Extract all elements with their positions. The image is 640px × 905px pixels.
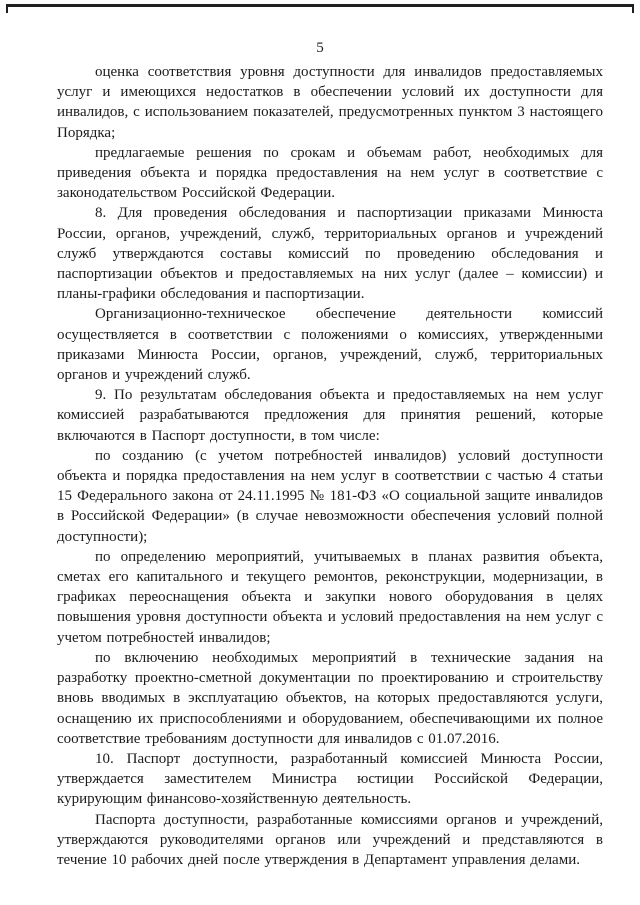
- paragraph: по созданию (с учетом потребностей инвалидов) условий доступности объекта и порядка предоставления на нем услуг в соответствии с частью 4 статьи 15 Федерального закона от 24.11.1995 № 181-ФЗ «О социальной защите инвалидов в Российской Федерации» (в случае невозможности обеспечения условий полной доступности);: [57, 447, 603, 545]
- scan-border-top: [6, 4, 634, 7]
- page-number: 5: [316, 40, 324, 56]
- paragraph: 10. Паспорт доступности, разработанный комиссией Минюста России, утверждается заместителем Министра юстиции Российской Федерации, курирующим финансово-хозяйственную деятельность.: [57, 750, 603, 808]
- paragraph: по определению мероприятий, учитываемых в планах развития объекта, сметах его капитального и текущего ремонтов, реконструкции, модернизации, в графиках переоснащения объекта и закупки нового оборудования в целях повышения уровня доступности объекта и условий предоставления на нем услуг с учетом потребностей инвалидов;: [57, 548, 603, 646]
- paragraph: 9. По результатам обследования объекта и предоставляемых на нем услуг комиссией разрабатываются предложения для принятия решений, которые включаются в Паспорт доступности, в том числе:: [57, 387, 603, 444]
- document-body: [57, 62, 603, 870]
- paragraph: Организационно-техническое обеспечение деятельности комиссий осуществляется в соответствии с положениями о комиссиях, утвержденными приказами Минюста России, органов, учреждений, служб, территориальных органов и учреждений служб.: [57, 306, 603, 384]
- paragraph: Паспорта доступности, разработанные комиссиями органов и учреждений, утверждаются руководителями органов или учреждений и представляются в течение 10 рабочих дней после утверждения в Департамент управления делами.: [57, 811, 603, 868]
- paragraph: предлагаемые решения по срокам и объемам работ, необходимых для приведения объекта и порядка предоставления на нем услуг в соответствие с законодательством Российской Федерации.: [57, 144, 603, 202]
- paragraph: оценка соответствия уровня доступности для инвалидов предоставляемых услуг и имеющихся недостатков в обеспечении условий их доступности для инвалидов, с использованием показателей, предусмотренных пунктом 3 настоящего Порядка;: [57, 64, 603, 141]
- paragraph: по включению необходимых мероприятий в технические задания на разработку проектно-сметной документации по проектированию и строительству вновь вводимых в эксплуатацию объектов, на которых предоставляются услуги, оснащению их приспособлениями и оборудованием, обеспечивающими их полное соответствие требованиям доступности для инвалидов с 01.07.2016.: [57, 649, 603, 747]
- paragraph: 8. Для проведения обследования и паспортизации приказами Минюста России, органов, учреждений, служб, территориальных органов и учреждений служб утверждаются составы комиссий по проведению обследования и паспортизации объектов и предоставляемых на них услуг (далее – комиссии) и планы-графики обследования и паспортизации.: [57, 205, 603, 303]
